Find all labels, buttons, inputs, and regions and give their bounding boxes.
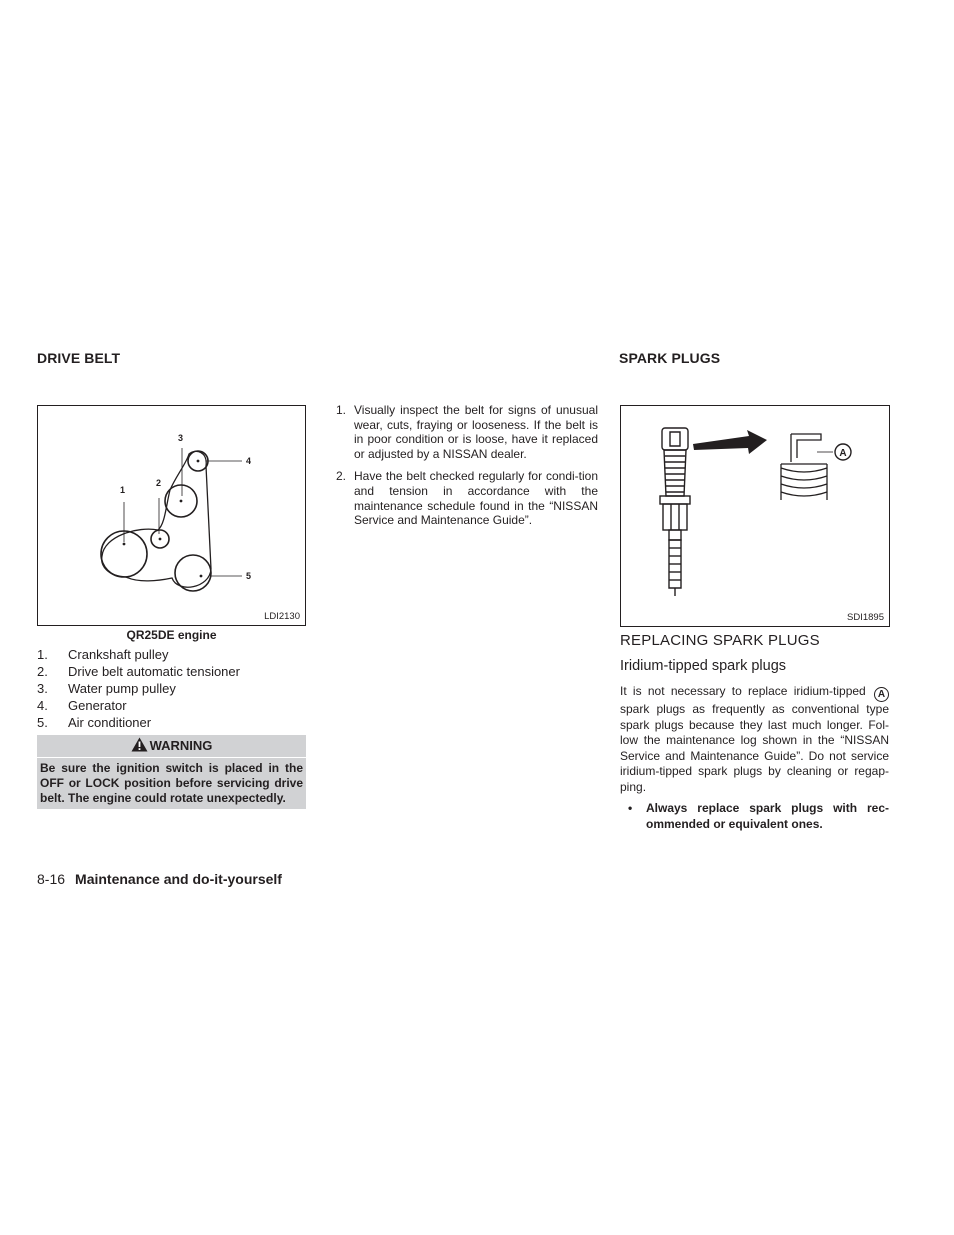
pulley-centers bbox=[123, 460, 203, 578]
drive-belt-diagram bbox=[38, 406, 305, 625]
belt-pulleys bbox=[101, 451, 211, 591]
warning-text: Be sure the ignition switch is placed in the OFF or LOCK position before servicing drive belt. The engine could rotate unexpectedly. bbox=[37, 757, 306, 809]
list-item: 2. Drive belt automatic tensioner bbox=[37, 664, 240, 679]
callout-5: 5 bbox=[246, 571, 252, 581]
callout-4: 4 bbox=[246, 456, 252, 466]
figure-code: LDI2130 bbox=[264, 611, 300, 622]
inspection-steps bbox=[336, 403, 598, 536]
drive-belt-figure bbox=[37, 405, 306, 626]
spark-plug-diagram bbox=[621, 406, 889, 626]
figure-code: SDI1895 bbox=[847, 612, 884, 623]
parts-list bbox=[37, 646, 306, 731]
belt-path bbox=[102, 451, 211, 587]
bullet-icon: • bbox=[628, 801, 633, 815]
figure-caption: QR25DE engine bbox=[126, 628, 217, 642]
warning-box bbox=[37, 735, 306, 809]
warning-icon bbox=[131, 737, 148, 752]
list-item: 2. Have the belt checked regularly for condi-tion and tension in accordance with the maintenance schedule found in the “NISSAN Service and Maintenance Guide”. bbox=[336, 469, 598, 528]
drive-belt bbox=[102, 451, 211, 587]
list-item: 1. Visually inspect the belt for signs of unusual wear, cuts, fraying or looseness. If the belt is in poor condition or is loose, have it replaced or adjusted by a NISSAN dealer. bbox=[336, 403, 598, 461]
callout-a: A bbox=[839, 448, 847, 459]
page-number: 8-16 bbox=[37, 871, 66, 887]
drive-belt-heading: DRIVE BELT bbox=[37, 350, 121, 366]
replacing-heading: REPLACING SPARK PLUGS bbox=[620, 632, 820, 649]
callout-1: 1 bbox=[120, 485, 126, 495]
callout-2: 2 bbox=[156, 478, 162, 488]
warning-title: WARNING bbox=[149, 738, 213, 753]
page-footer bbox=[37, 871, 282, 887]
spark-plug-bullet: • Always replace spark plugs with rec-ommended or equivalent ones. bbox=[620, 801, 889, 832]
list-item: 4. Generator bbox=[37, 698, 127, 713]
list-item: 1. Crankshaft pulley bbox=[37, 647, 169, 662]
callout-3: 3 bbox=[178, 433, 184, 443]
spark-plug-figure bbox=[620, 405, 890, 627]
marker-a: A bbox=[874, 687, 889, 702]
spark-plug-full bbox=[660, 428, 690, 596]
spark-plugs-heading: SPARK PLUGS bbox=[619, 350, 721, 366]
warning-header bbox=[37, 735, 306, 757]
arrow-icon bbox=[693, 430, 767, 454]
spark-plug-tip-detail bbox=[781, 434, 827, 500]
list-item: 3. Water pump pulley bbox=[37, 681, 176, 696]
list-item: 5. Air conditioner bbox=[37, 715, 152, 730]
section-title: Maintenance and do-it-yourself bbox=[75, 871, 282, 887]
iridium-heading: Iridium-tipped spark plugs bbox=[620, 658, 787, 674]
iridium-paragraph: It is not necessary to replace iridium-tipped A spark plugs as frequently as conventional type spark plugs because they last much longer. Fol-low the maintenance log shown in the “NISSAN Service and Maintenance Guide”. Do not service iridium-tipped spark plugs by cleaning or regap-ping. bbox=[620, 684, 889, 794]
